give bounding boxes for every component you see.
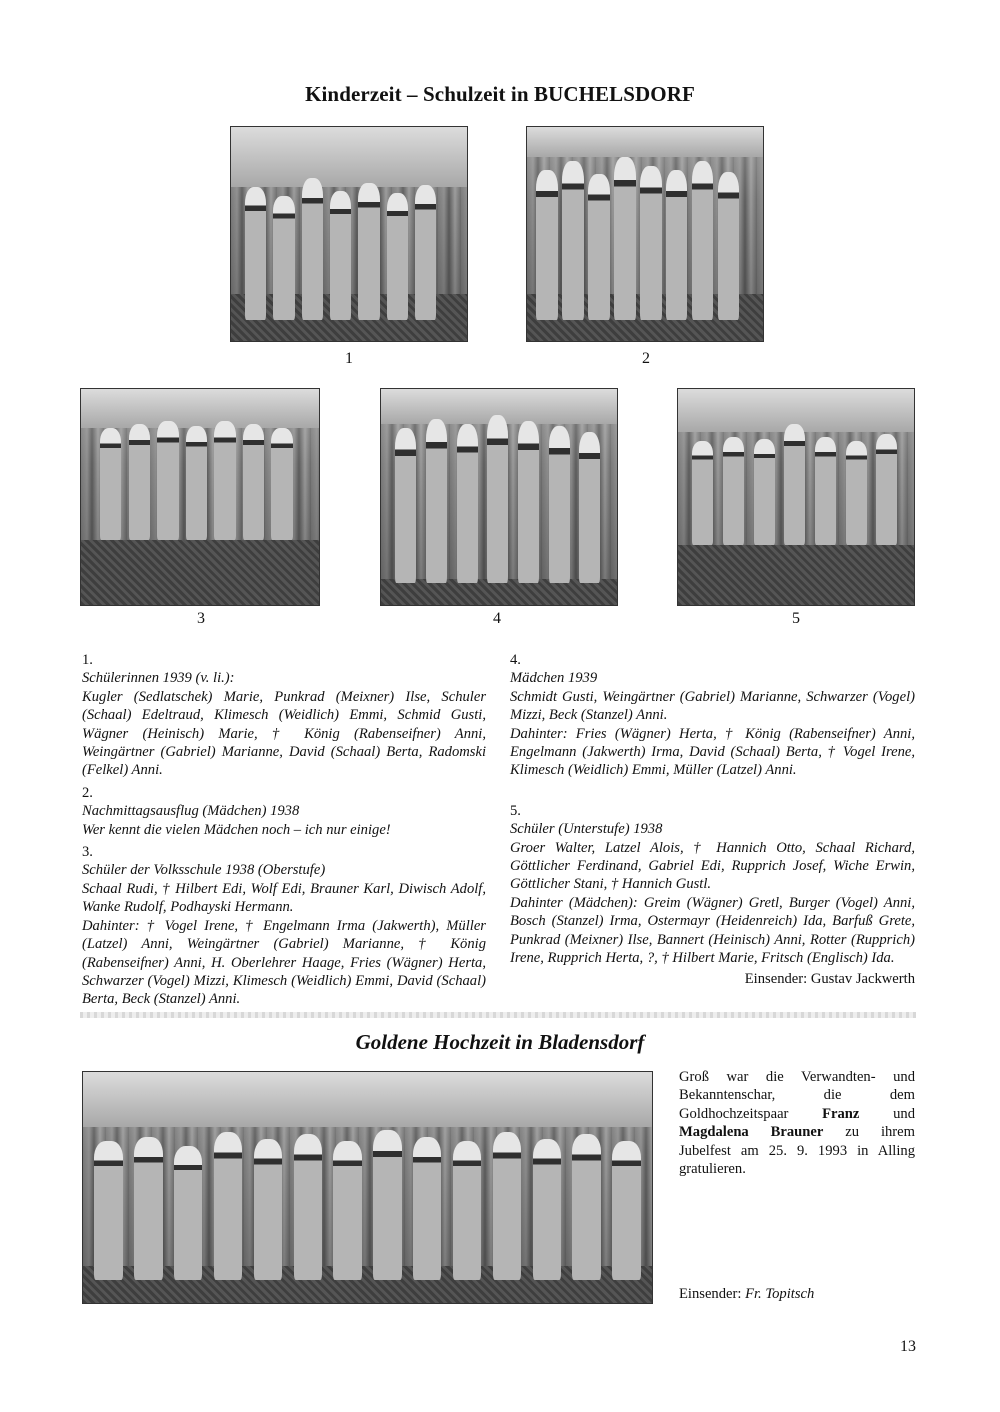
page-number: 13 [900, 1338, 916, 1355]
photo-ground [81, 540, 319, 605]
person-figure [100, 428, 121, 540]
person-figure [273, 196, 294, 320]
person-figure [588, 174, 609, 320]
person-figure [640, 166, 661, 320]
caption-3-number: 3. [82, 844, 93, 861]
sender-2 [679, 1286, 814, 1303]
section-2-name-magdalena: Magdalena Brauner [679, 1124, 824, 1141]
person-figure [395, 428, 416, 584]
photo-2 [526, 126, 764, 342]
person-figure [294, 1134, 322, 1280]
person-figure [493, 1132, 521, 1280]
photo-label-5: 5 [792, 610, 800, 627]
person-figure [157, 421, 178, 540]
section-2-text-a: Groß war die Verwandten- und Bekanntenschar, die dem Goldhochzeitspaar [679, 1069, 915, 1122]
photo-sky [527, 127, 763, 157]
photo-label-2: 2 [642, 350, 650, 367]
person-figure [754, 439, 775, 545]
captions-left-column [82, 651, 486, 1009]
person-figure [612, 1141, 640, 1280]
person-figure [692, 441, 713, 545]
person-figure [129, 424, 150, 541]
person-figure [214, 421, 235, 540]
person-figure [330, 191, 351, 319]
photo-sky [81, 389, 319, 428]
person-figure [186, 426, 207, 540]
sender-2-label: Einsender: [679, 1286, 742, 1302]
person-figure [572, 1134, 600, 1280]
sender-1-label: Einsender: [744, 970, 808, 987]
caption-5-body-behind: Dahinter (Mädchen): Greim (Wägner) Gretl, Burger (Vogel) Anni, Bosch (Stanzel) Irma, Ostermayr (Heidenreich) Ida, Barfuß Grete, Punkrad (Meixner) Ilse, Bannert (Heinisch) Anni, Rotter (Rupprich) Irene, Rupprich Herta, ?, † Hilbert Marie, Fritsch (Englisch) Ida. [510, 894, 915, 967]
person-figure [876, 434, 897, 544]
person-figure [333, 1141, 361, 1280]
person-figure [254, 1139, 282, 1280]
person-figure [723, 437, 744, 545]
person-figure [692, 161, 713, 319]
person-figure [487, 415, 508, 583]
caption-3-body-behind: Dahinter: † Vogel Irene, † Engelmann Irma (Jakwerth), Müller (Latzel) Anni, Weingärtner (Gabriel) Marianne, † König (Rabenseifner) Anni, H. Oberlehrer Haage, Fries (Wägner) Herta, Schwarzer (Vogel) Mizzi, Klimesch (Weidlich) Emmi, David (Schaal) Berta, Beck (Stanzel) Anni. [82, 917, 486, 1008]
person-figure [549, 426, 570, 584]
person-figure [358, 183, 379, 320]
person-figure [579, 432, 600, 583]
person-figure [271, 428, 292, 540]
person-figure [536, 170, 557, 320]
captions-right-column [510, 651, 915, 988]
person-figure [426, 419, 447, 583]
section-2-text-c: zu ihrem Jubelfest am 25. 9. 1993 in Alling gratulieren. [679, 1124, 915, 1178]
caption-2-heading: Nachmittagsausflug (Mädchen) 1938 [82, 803, 300, 820]
person-figure [718, 172, 739, 320]
section-2-text-b: und [859, 1105, 915, 1122]
photo-5 [677, 388, 915, 606]
photo-golden-wedding [82, 1071, 653, 1304]
section-2-title: Goldene Hochzeit in Bladensdorf [355, 1030, 645, 1054]
photo-1 [230, 126, 468, 342]
sender-1-name: Gustav Jackwerth [810, 970, 915, 987]
caption-5-number: 5. [510, 802, 521, 819]
caption-2-number: 2. [82, 784, 93, 801]
person-figure [413, 1137, 441, 1280]
photo-4 [380, 388, 618, 606]
person-figure [614, 157, 635, 320]
person-figure [134, 1137, 162, 1280]
photo-sky [83, 1072, 652, 1127]
person-figure [666, 170, 687, 320]
person-figure [302, 178, 323, 319]
photo-label-4: 4 [493, 610, 501, 627]
photo-label-3: 3 [197, 610, 205, 627]
caption-4-number: 4. [510, 652, 521, 668]
caption-1-heading: Schülerinnen 1939 (v. li.): [82, 670, 235, 687]
photo-3 [80, 388, 320, 606]
caption-1-number: 1. [82, 652, 93, 668]
caption-4-body-behind: Dahinter: Fries (Wägner) Herta, † König (Rabenseifner) Anni, Engelmann (Jakwerth) Irma, David (Schaal) Berta, † Vogel Irene, Klimesch (Weidlich) Emmi, Müller (Latzel) Anni. [510, 725, 915, 779]
caption-4-heading: Mädchen 1939 [510, 670, 598, 687]
person-figure [387, 193, 408, 319]
person-figure [245, 187, 266, 320]
person-figure [94, 1141, 122, 1280]
person-figure [453, 1141, 481, 1280]
sender-1 [510, 970, 915, 988]
person-figure [815, 437, 836, 545]
person-figure [784, 424, 805, 545]
caption-3-heading: Schüler der Volksschule 1938 (Oberstufe) [82, 862, 326, 879]
caption-5-heading: Schüler (Unterstufe) 1938 [510, 821, 663, 838]
section-2-name-franz: Franz [822, 1105, 860, 1122]
caption-5-body: Groer Walter, Latzel Alois, † Hannich Otto, Schaal Richard, Göttlicher Ferdinand, Gabriel Edi, Rupprich Josef, Wiche Erwin, Göttlicher Stani, † Hannich Gustl. [510, 839, 915, 893]
person-figure [457, 424, 478, 584]
caption-3-body: Schaal Rudi, † Hilbert Edi, Wolf Edi, Brauner Karl, Diwisch Adolf, Wanke Rudolf, Podhayski Hermann. [82, 880, 486, 916]
person-figure [533, 1139, 561, 1280]
sender-2-name: Fr. Topitsch [745, 1286, 815, 1302]
person-figure [214, 1132, 242, 1280]
photo-sky [231, 127, 467, 187]
section-divider [80, 1012, 916, 1018]
person-figure [518, 421, 539, 583]
person-figure [243, 424, 264, 541]
caption-4-body: Schmidt Gusti, Weingärtner (Gabriel) Marianne, Schwarzer (Vogel) Mizzi, Beck (Stanzel) Anni. [510, 688, 915, 724]
person-figure [415, 185, 436, 320]
photo-ground [83, 1266, 652, 1303]
caption-2-body: Wer kennt die vielen Mädchen noch – ich nur einige! [82, 821, 391, 838]
person-figure [846, 441, 867, 545]
person-figure [373, 1130, 401, 1280]
caption-1-body: Kugler (Sedlatschek) Marie, Punkrad (Meixner) Ilse, Schuler (Schaal) Edeltraud, Klimesch (Weidlich) Emmi, Schmid Gusti, Wägner (Heinisch) Marie, † König (Rabenseifner) Anni, Weingärtner (Gabriel) Marianne, David (Schaal) Berta, Radomski (Felkel) Anni. [82, 688, 486, 779]
photo-label-1: 1 [345, 350, 353, 367]
person-figure [562, 161, 583, 319]
person-figure [174, 1146, 202, 1280]
section-2-text [679, 1068, 915, 1178]
photo-ground [678, 545, 914, 605]
page-title: Kinderzeit – Schulzeit in BUCHELSDORF [305, 82, 695, 106]
